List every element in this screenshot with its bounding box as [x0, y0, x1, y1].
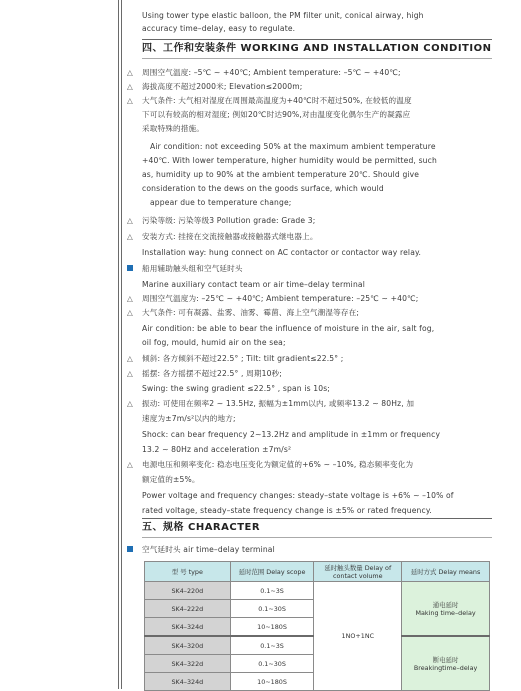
contact-volume-cell: 1NO+1NC	[314, 582, 402, 691]
triangle-bullet-icon: △	[127, 399, 133, 408]
air-cn-2: 下可以有较高的相对湿度; 例如20℃时达90%,对由温度变化偶尔生产的凝露应	[142, 110, 411, 119]
spec-table	[144, 561, 490, 691]
ambient-temp: 周围空气温度: –5℃ ~ +40℃; Ambient temperature: –5℃ ~ +40℃;	[142, 68, 401, 77]
scope-cell: 10~180S	[230, 618, 314, 637]
square-bullet-icon	[127, 265, 133, 271]
aux-air-en-1: Air condition: be able to bear the influence of moisture in the air, salt fog,	[142, 324, 435, 333]
aux-shock-cn-1: 振动: 可使用在频率2 ~ 13.5Hz, 振幅为±1mm以内, 或频率13.2 ~ 80Hz, 加	[142, 399, 415, 408]
section-rule-top	[142, 39, 492, 40]
scope-cell: 10~180S	[230, 673, 314, 691]
aux-tilt: 倾斜: 各方倾斜不超过22.5° ; Tilt: tilt gradient≤22.5° ;	[142, 354, 344, 363]
section4-title: 四、工作和安装条件 WORKING AND INSTALLATION CONDITION	[142, 43, 492, 54]
air-cn-3: 采取特殊的措施。	[142, 124, 204, 133]
scope-cell: 0.1~30S	[230, 655, 314, 673]
aux-air-cn: 大气条件: 可有凝露、盐雾、油雾、霉菌、海上空气潮湿等存在;	[142, 308, 360, 317]
header-delay-means: 延时方式 Delay means	[402, 562, 490, 582]
header-type: 型 号 type	[145, 562, 231, 582]
aux-power-en-2: rated voltage, steady–state frequency change is ±5% or rated frequency.	[142, 506, 432, 515]
making-delay-en: Making time–delay	[415, 609, 476, 617]
air-en-5: appear due to temperature change;	[150, 198, 292, 207]
making-delay-cn: 通电延时	[432, 601, 459, 609]
header-contact-volume: 延时触头数量 Delay of contact volume	[314, 562, 402, 582]
aux-shock-cn-2: 速度为±7m/s²以内的地方;	[142, 414, 236, 423]
section-rule-top	[142, 518, 492, 519]
install-en: Installation way: hung connect on AC contactor or contactor way relay.	[142, 248, 422, 257]
triangle-bullet-icon: △	[127, 460, 133, 469]
install-cn: 安装方式: 挂接在交流接触器或接触器式继电器上。	[142, 232, 318, 241]
air-en-1: Air condition: not exceeding 50% at the maximum ambient temperature	[150, 142, 436, 151]
aux-swing-cn: 摇摆: 各方摇摆不超过22.5° , 周期10秒;	[142, 369, 283, 378]
left-border-line-inner	[121, 0, 122, 689]
air-en-4: consideration to the dews on the goods surface, which would	[142, 184, 384, 193]
triangle-bullet-icon: △	[127, 68, 133, 77]
breaking-delay-cn: 断电延时	[432, 656, 459, 664]
type-cell: SK4–324d	[145, 673, 231, 691]
table-header-row	[145, 562, 490, 582]
section-rule-bottom	[142, 58, 492, 59]
section-rule-bottom	[142, 537, 492, 538]
scope-cell: 0.1~30S	[230, 600, 314, 618]
breaking-delay-cell	[402, 636, 490, 691]
air-en-2: +40℃. With lower temperature, higher humidity would be permitted, such	[142, 156, 437, 165]
type-cell: SK4–220d	[145, 582, 231, 600]
aux-shock-en-1: Shock: can bear frequency 2~13.2Hz and amplitude in ±1mm or frequency	[142, 430, 441, 439]
aux-power-cn-2: 额定值的±5%。	[142, 475, 200, 484]
aux-title-cn: 船用辅助触头组和空气延时头	[142, 264, 243, 273]
scope-cell: 0.1~3S	[230, 582, 314, 600]
triangle-bullet-icon: △	[127, 369, 133, 378]
table-row	[145, 582, 490, 600]
aux-title-en: Marine auxiliary contact team or air time–delay terminal	[142, 280, 365, 289]
header-delay-scope: 延时范围 Delay scope	[230, 562, 314, 582]
type-cell: SK4–222d	[145, 600, 231, 618]
altitude: 海拔高度不超过2000米; Elevation≤2000m;	[142, 82, 303, 91]
triangle-bullet-icon: △	[127, 354, 133, 363]
section5-sub: 空气延时头 air time–delay terminal	[142, 545, 275, 554]
aux-power-en-1: Power voltage and frequency changes: steady–state voltage is +6% ~ –10% of	[142, 491, 454, 500]
breaking-delay-en: Breakingtime–delay	[413, 664, 478, 672]
square-bullet-icon	[127, 546, 133, 552]
triangle-bullet-icon: △	[127, 232, 133, 241]
aux-shock-en-2: 13.2 ~ 80Hz and acceleration ±7m/s²	[142, 445, 292, 454]
type-cell: SK4–320d	[145, 636, 231, 655]
intro-line-1: Using tower type elastic balloon, the PM filter unit, conical airway, high	[142, 11, 424, 20]
aux-swing-en: Swing: the swing gradient ≤22.5° , span is 10s;	[142, 384, 331, 393]
aux-air-en-2: oil fog, mould, humid air on the sea;	[142, 338, 286, 347]
scope-cell: 0.1~3S	[230, 636, 314, 655]
triangle-bullet-icon: △	[127, 216, 133, 225]
triangle-bullet-icon: △	[127, 82, 133, 91]
air-en-3: as, humidity up to 90% at the ambient temperature 20℃. Should give	[142, 170, 420, 179]
making-delay-cell	[402, 582, 490, 637]
type-cell: SK4–322d	[145, 655, 231, 673]
left-border-line	[118, 0, 119, 689]
triangle-bullet-icon: △	[127, 96, 133, 105]
section5-title: 五、规格 CHARACTER	[142, 522, 261, 533]
pollution: 污染等级: 污染等级3 Pollution grade: Grade 3;	[142, 216, 316, 225]
aux-power-cn-1: 电源电压和频率变化: 稳态电压变化为额定值的+6% ~ –10%, 稳态频率变化为	[142, 460, 414, 469]
aux-ambient: 周围空气温度为: –25℃ ~ +40℃; Ambient temperature: –25℃ ~ +40℃;	[142, 294, 419, 303]
intro-line-2: accuracy time–delay, easy to regulate.	[142, 24, 296, 33]
triangle-bullet-icon: △	[127, 294, 133, 303]
air-cn-1: 大气条件: 大气相对湿度在周围最高温度为+40℃时不超过50%, 在较低的温度	[142, 96, 412, 105]
type-cell: SK4–324d	[145, 618, 231, 637]
triangle-bullet-icon: △	[127, 308, 133, 317]
